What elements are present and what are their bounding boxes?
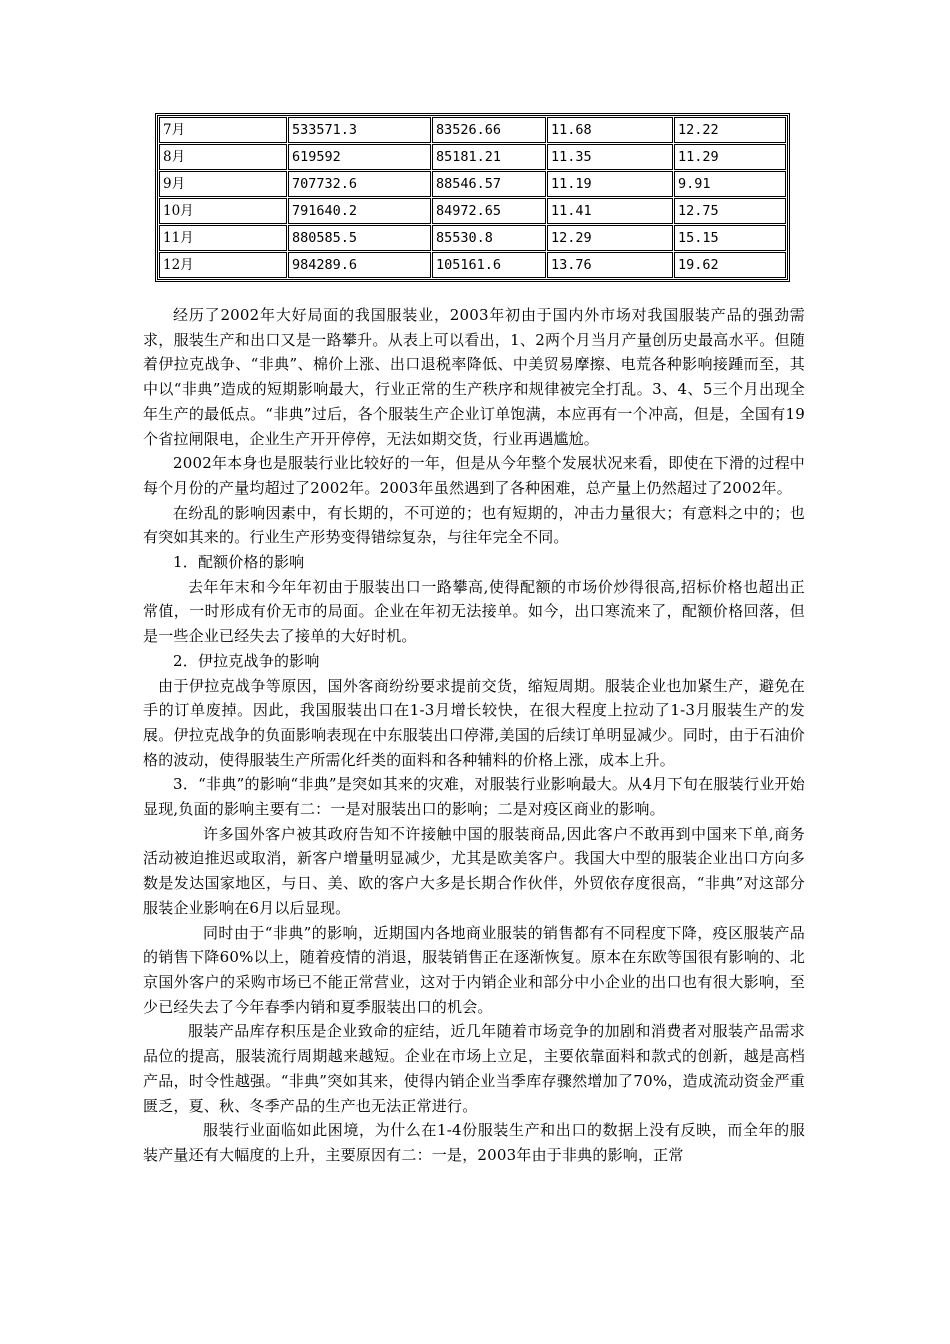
paragraph: 由于伊拉克战争等原因，国外客商纷纷要求提前交货，缩短周期。服装企业也加紧生产，避免在手的订单废掉。因此，我国服装出口在1-3月增长较快，在很大程度上拉动了1-3月服装生产的发展。伊拉克战争的负面影响表现在中东服装出口停滞,美国的后续订单明显减少。同时，由于石油价格的波动，使得服装生产所需化纤类的面料和各种辅料的价格上涨，成本上升。 (143, 676, 805, 769)
table-cell: 791640.2 (288, 198, 431, 224)
table-cell-month: 9月 (159, 171, 287, 197)
table-cell: 19.62 (674, 252, 786, 278)
table-cell: 12.75 (674, 198, 786, 224)
table-cell: 707732.6 (288, 171, 431, 197)
table-cell: 11.29 (674, 144, 786, 170)
article-body (143, 303, 805, 1168)
paragraph: 经历了2002年大好局面的我国服装业，2003年初由于国内外市场对我国服装产品的强劲需求，服装生产和出口又是一路攀升。从表上可以看出，1、2两个月当月产量创历史最高水平。但随着伊拉克战争、“非典”、棉价上涨、出口退税率降低、中美贸易摩擦、电荒各种影响接踵而至，其中以“非典”造成的短期影响最大，行业正常的生产秩序和规律被完全打乱。3、4、5三个月出现全年生产的最低点。“非典”过后，各个服装生产企业订单饱满，本应再有一个冲高，但是，全国有19个省拉闸限电，企业生产开开停停，无法如期交货，行业再遇尴尬。 (143, 306, 805, 448)
table-cell: 85530.8 (432, 225, 546, 251)
table-cell-month: 7月 (159, 117, 287, 143)
paragraph: 2002年本身也是服装行业比较好的一年，但是从今年整个发展状况来看，即使在下滑的过程中每个月份的产量均超过了2002年。2003年虽然遇到了各种困难，总产量上仍然超过了2002年。 (143, 454, 805, 497)
table-cell: 11.19 (547, 171, 673, 197)
paragraph: 服装行业面临如此困境，为什么在1-4份服装生产和出口的数据上没有反映，而全年的服装产量还有大幅度的上升，主要原因有二：一是，2003年由于非典的影响，正常 (143, 1121, 805, 1164)
table-cell-month: 11月 (159, 225, 287, 251)
monthly-data-table (155, 113, 790, 282)
section-heading: 1．配额价格的影响 (173, 553, 305, 572)
table-cell: 85181.21 (432, 144, 546, 170)
table-row (159, 171, 786, 197)
table-body (159, 117, 786, 278)
paragraph: 同时由于“非典”的影响，近期国内各地商业服装的销售都有不同程度下降，疫区服装产品的销售下降60%以上，随着疫情的消退，服装销售正在逐渐恢复。原本在东欧等国很有影响的、北京国外客户的采购市场已不能正常营业，这对于内销企业和部分中小企业的出口也有很大影响，至少已经失去了今年春季内销和夏季服装出口的机会。 (143, 923, 805, 1016)
table-cell: 11.35 (547, 144, 673, 170)
table-cell: 88546.57 (432, 171, 546, 197)
table-cell: 9.91 (674, 171, 786, 197)
table-cell-month: 12月 (159, 252, 287, 278)
paragraph: 许多国外客户被其政府告知不许接触中国的服装商品,因此客户不敢再到中国来下单,商务活动被迫推迟或取消，新客户增量明显减少，尤其是欧美客户。我国大中型的服装企业出口方向多数是发达国家地区，与日、美、欧的客户大多是长期合作伙伴，外贸依存度很高，“非典”对这部分服装企业影响在6月以后显现。 (143, 824, 805, 917)
table-cell: 13.76 (547, 252, 673, 278)
table-cell: 84972.65 (432, 198, 546, 224)
section-heading: 2．伊拉克战争的影响 (173, 651, 320, 670)
table-cell-month: 10月 (159, 198, 287, 224)
table-cell: 533571.3 (288, 117, 431, 143)
table-cell: 15.15 (674, 225, 786, 251)
table-cell: 11.68 (547, 117, 673, 143)
table-cell: 984289.6 (288, 252, 431, 278)
paragraph: 服装产品库存积压是企业致命的症结，近几年随着市场竞争的加剧和消费者对服装产品需求品位的提高，服装流行周期越来越短。企业在市场上立足，主要依靠面料和款式的创新，越是高档产品，时令性越强。“非典”突如其来，使得内销企业当季库存骤然增加了70%，造成流动资金严重匮乏，夏、秋、冬季产品的生产也无法正常进行。 (143, 1022, 805, 1115)
table-cell-month: 8月 (159, 144, 287, 170)
table-cell: 105161.6 (432, 252, 546, 278)
table-cell: 11.41 (547, 198, 673, 224)
table-row (159, 198, 786, 224)
table-row (159, 225, 786, 251)
section-heading: 3．“非典”的影响“非典”是突如其来的灾难，对服装行业影响最大。从4月下旬在服装行业开始显现,负面的影响主要有二：一是对服装出口的影响；二是对疫区商业的影响。 (143, 775, 805, 819)
table-cell: 12.22 (674, 117, 786, 143)
table-cell: 880585.5 (288, 225, 431, 251)
table-cell: 619592 (288, 144, 431, 170)
table-cell: 12.29 (547, 225, 673, 251)
table-row (159, 252, 786, 278)
table-row (159, 117, 786, 143)
paragraph: 去年年末和今年年初由于服装出口一路攀高,使得配额的市场价炒得很高,招标价格也超出正常值，一时形成有价无市的局面。企业在年初无法接单。如今，出口寒流来了，配额价格回落，但是一些企业已经失去了接单的大好时机。 (143, 577, 805, 646)
table-row (159, 144, 786, 170)
table-cell: 83526.66 (432, 117, 546, 143)
paragraph: 在纷乱的影响因素中，有长期的，不可逆的；也有短期的，冲击力量很大；有意料之中的；也有突如其来的。行业生产形势变得错综复杂，与往年完全不同。 (143, 503, 805, 547)
